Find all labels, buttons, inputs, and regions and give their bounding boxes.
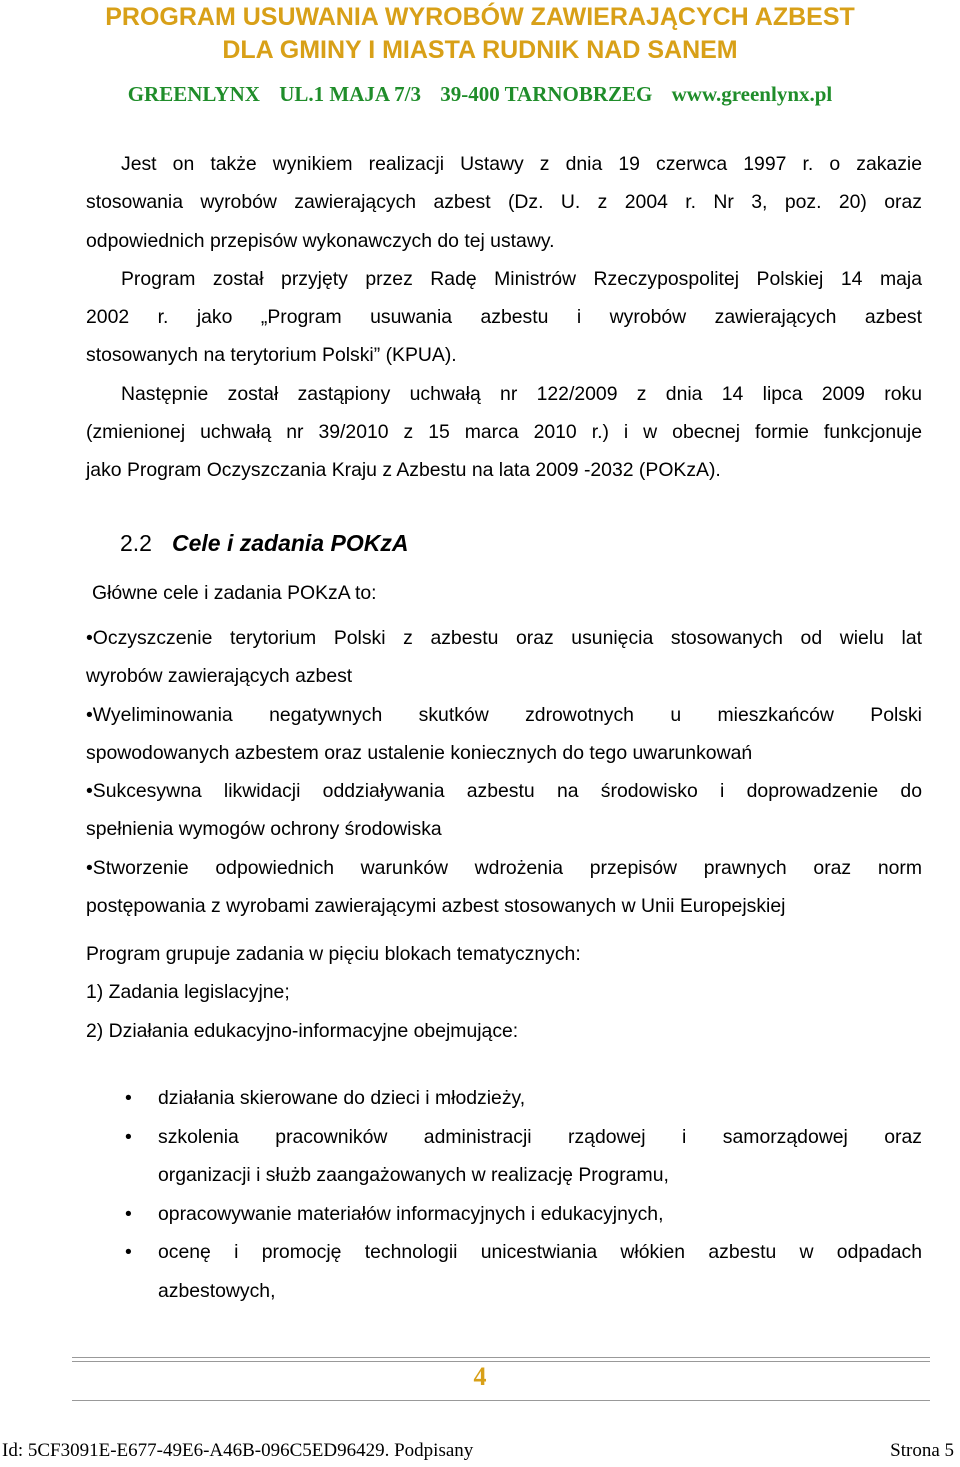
company-city: 39-400 TARNOBRZEG bbox=[440, 82, 653, 106]
goal-line: postępowania z wyrobami zawierającymi azbest stosowanych w Unii Europejskiej bbox=[86, 895, 786, 918]
bullet-icon: • bbox=[125, 1202, 132, 1225]
intro-line: Program został przyjęty przez Radę Ministrów Rzeczypospolitej Polskiej 14 maja bbox=[121, 267, 922, 290]
intro-line: Następnie został zastąpiony uchwałą nr 122/2009 z dnia 14 lipca 2009 roku bbox=[121, 382, 922, 405]
footer-divider-lower bbox=[72, 1400, 930, 1401]
goal-line: •Sukcesywna likwidacji oddziaływania azbestu na środowisko i doprowadzenie do bbox=[86, 780, 922, 803]
intro-line: (zmienionej uchwałą nr 39/2010 z 15 marca 2010 r.) i w obecnej formie funkcjonuje bbox=[86, 421, 922, 444]
header-company-line bbox=[0, 82, 960, 107]
goal-line: •Wyeliminowania negatywnych skutków zdrowotnych u mieszkańców Polski bbox=[86, 703, 922, 726]
list-item-continuation: azbestowych, bbox=[158, 1279, 276, 1302]
section-heading bbox=[120, 530, 408, 557]
education-bullets bbox=[125, 1079, 922, 1310]
intro-line: Jest on także wynikiem realizacji Ustawy z dnia 19 czerwca 1997 r. o zakazie bbox=[121, 153, 922, 175]
list-item: • działania skierowane do dzieci i młodzieży, bbox=[158, 1079, 922, 1118]
goal-line: spowodowanych azbestem oraz ustalenie koniecznych do tego uwarunkowań bbox=[86, 741, 753, 764]
bullet-icon: • bbox=[125, 1087, 132, 1109]
section-number: 2.2 bbox=[120, 530, 152, 556]
page-label: Strona 5 bbox=[890, 1440, 954, 1461]
company-website: www.greenlynx.pl bbox=[671, 82, 833, 106]
company-name: GREENLYNX bbox=[127, 82, 260, 106]
bullet-icon: • bbox=[125, 1241, 132, 1263]
header-title-line2: DLA GMINY I MIASTA RUDNIK NAD SANEM bbox=[222, 36, 738, 64]
list-item: • ocenę i promocję technologii unicestwiania włókien azbestu w odpadach bbox=[158, 1233, 922, 1272]
list-item: • szkolenia pracowników administracji rządowej i samorządowej oraz bbox=[158, 1118, 922, 1157]
goal-line: spełnienia wymogów ochrony środowiska bbox=[86, 818, 442, 841]
goal-line: wyrobów zawierających azbest bbox=[86, 665, 353, 688]
block-1: 1) Zadania legislacyjne; bbox=[86, 981, 290, 1004]
intro-line: stosowania wyrobów zawierających azbest (Dz. U. z 2004 r. Nr 3, poz. 20) oraz bbox=[86, 191, 922, 214]
blocks-section bbox=[86, 935, 922, 1050]
intro-line: stosowanych na terytorium Polski” (KPUA). bbox=[86, 344, 457, 367]
intro-line: odpowiednich przepisów wykonawczych do tej ustawy. bbox=[86, 229, 555, 252]
document-id: Id: 5CF3091E-E677-49E6-A46B-096C5ED96429. Podpisany bbox=[2, 1440, 474, 1461]
page-number: 4 bbox=[473, 1362, 487, 1391]
list-item: • opracowywanie materiałów informacyjnych i edukacyjnych, bbox=[158, 1195, 922, 1234]
bullet-icon: • bbox=[125, 1125, 132, 1148]
goal-line: •Oczyszczenie terytorium Polski z azbestu oraz usunięcia stosowanych od wielu lat bbox=[86, 627, 922, 649]
blocks-intro: Program grupuje zadania w pięciu blokach tematycznych: bbox=[86, 943, 581, 965]
list-item-continuation: organizacji i służb zaangażowanych w realizację Programu, bbox=[158, 1164, 669, 1186]
goals-list bbox=[86, 619, 922, 925]
block-2: 2) Działania edukacyjno-informacyjne obejmujące: bbox=[86, 1019, 519, 1042]
intro-line: 2002 r. jako „Program usuwania azbestu i wyrobów zawierających azbest bbox=[86, 306, 922, 329]
section-title: Cele i zadania POKzA bbox=[171, 530, 409, 556]
goals-intro: Główne cele i zadania POKzA to: bbox=[92, 582, 377, 604]
header-title-line1: PROGRAM USUWANIA WYROBÓW ZAWIERAJĄCYCH AZBEST bbox=[105, 3, 855, 31]
intro-paragraphs bbox=[86, 145, 922, 490]
goal-line: •Stworzenie odpowiednich warunków wdrożenia przepisów prawnych oraz norm bbox=[86, 856, 922, 879]
intro-line: jako Program Oczyszczania Kraju z Azbestu na lata 2009 -2032 (POKzA). bbox=[86, 459, 721, 482]
company-address: UL.1 MAJA 7/3 bbox=[279, 82, 421, 106]
